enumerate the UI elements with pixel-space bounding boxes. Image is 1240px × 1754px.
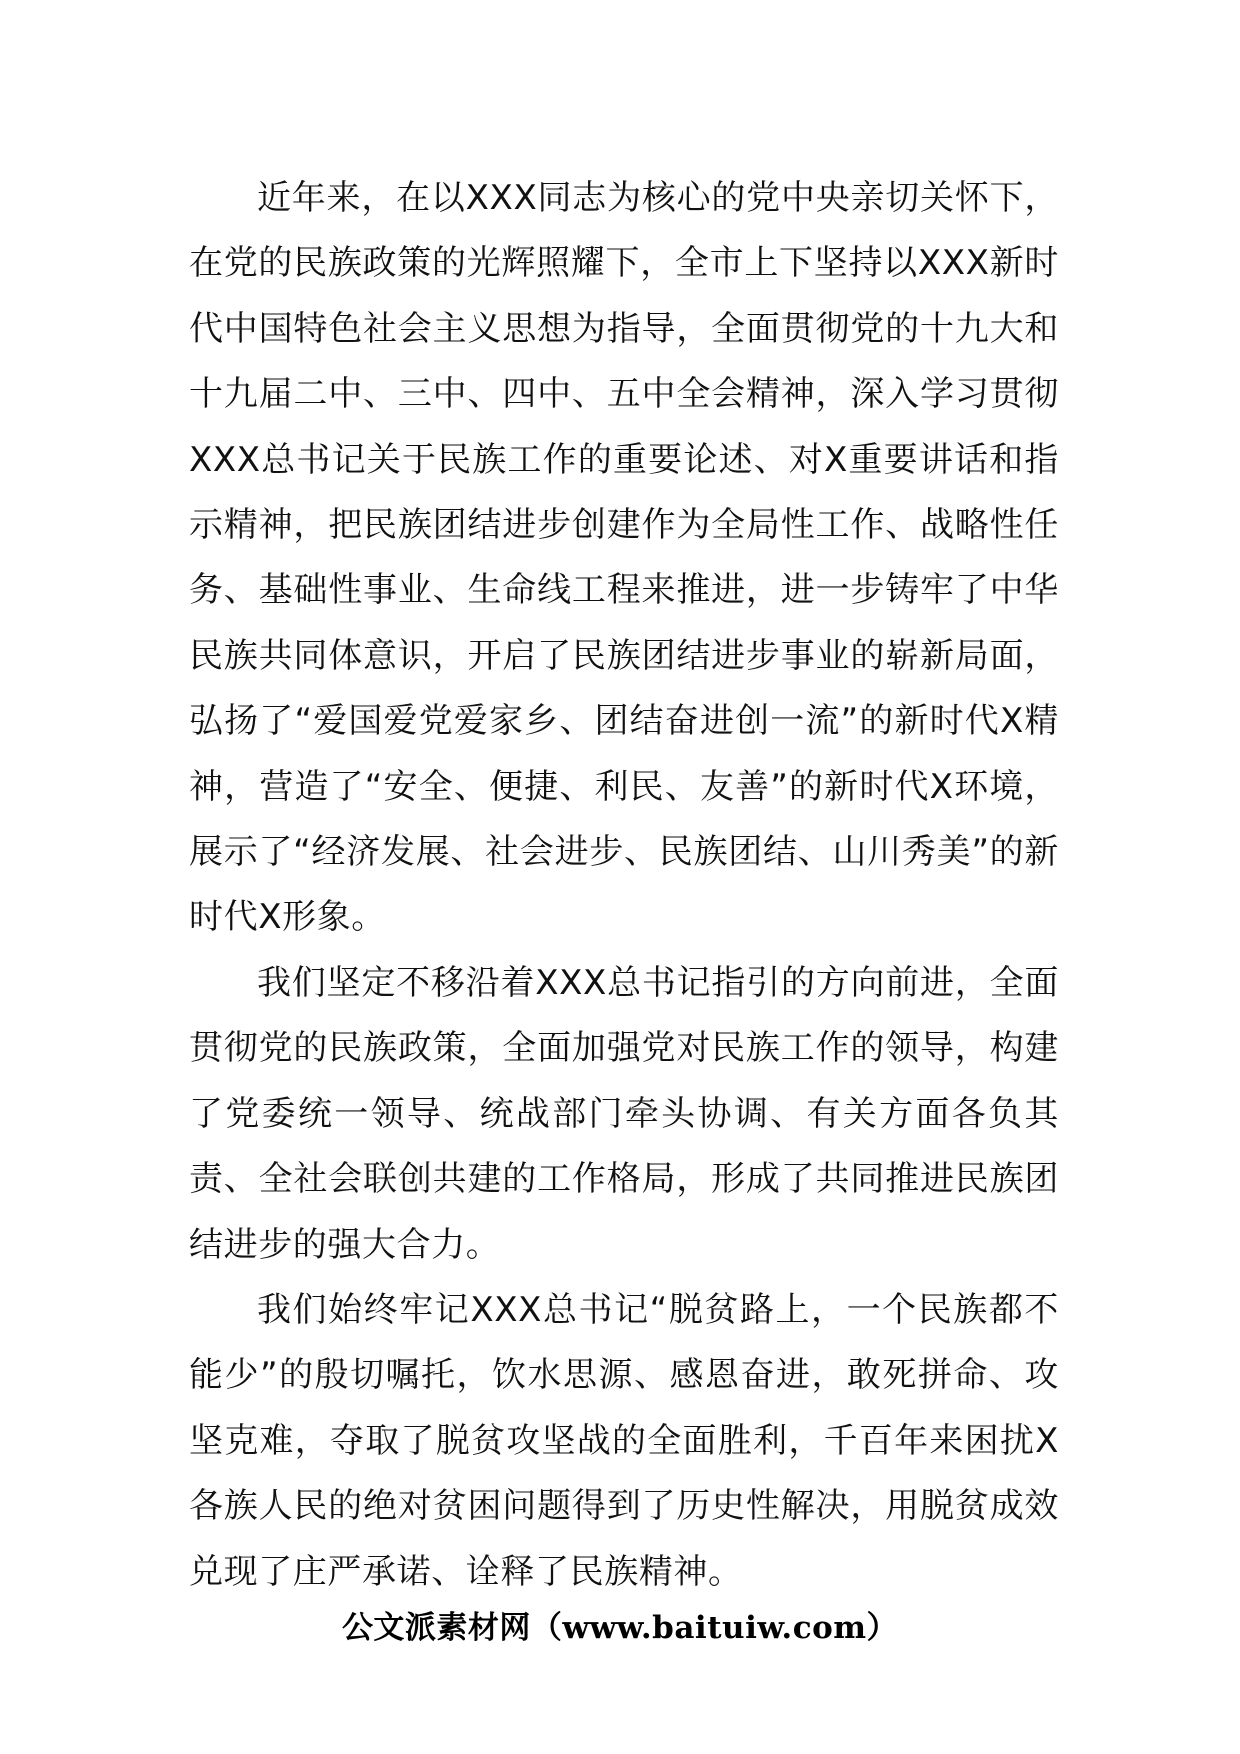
paragraph: 我们坚定不移沿着XXX总书记指引的方向前进，全面贯彻党的民族政策，全面加强党对民族工作的领导，构建了党委统一领导、统战部门牵头协调、有关方面各负其责、全社会联创共建的工作格局，形成了共同推进民族团结进步的强大合力。 (189, 962, 1059, 1265)
paragraph: 近年来，在以XXX同志为核心的党中央亲切关怀下，在党的民族政策的光辉照耀下，全市上下坚持以XXX新时代中国特色社会主义思想为指导，全面贯彻党的十九大和十九届二中、三中、四中、五中全会精神，深入学习贯彻XXX总书记关于民族工作的重要论述、对X重要讲话和指示精神，把民族团结进步创建作为全局性工作、战略性任务、基础性事业、生命线工程来推进，进一步铸牢了中华民族共同体意识，开启了民族团结进步事业的崭新局面，弘扬了“爱国爱党爱家乡、团结奋进创一流”的新时代X精神，营造了“安全、便捷、利民、友善”的新时代X环境，展示了“经济发展、社会进步、民族团结、山川秀美”的新时代X形象。 (189, 178, 1059, 938)
document-body (189, 166, 1059, 1605)
paragraph: 我们始终牢记XXX总书记“脱贫路上，一个民族都不能少”的殷切嘱托，饮水思源、感恩奋进，敢死拼命、攻坚克难，夺取了脱贫攻坚战的全面胜利，千百年来困扰X各族人民的绝对贫困问题得到了历史性解决，用脱贫成效兑现了庄严承诺、诠释了民族精神。 (189, 1289, 1059, 1592)
footer-watermark: 公文派素材网（www.baituiw.com） (341, 1610, 899, 1646)
